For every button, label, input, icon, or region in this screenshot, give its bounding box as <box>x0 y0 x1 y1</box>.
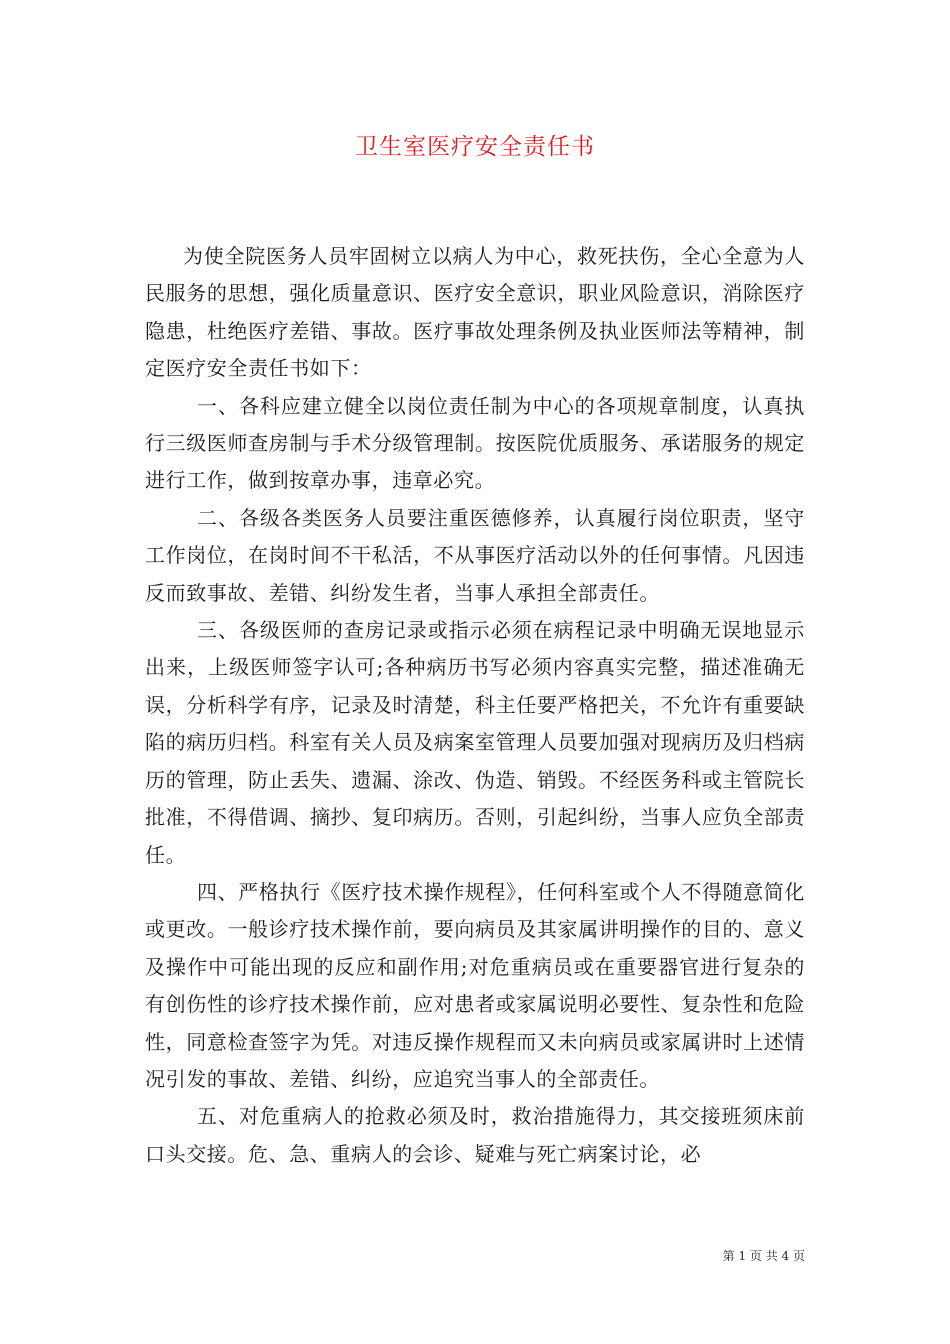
clause-paragraph-1: 一、各科应建立健全以岗位责任制为中心的各项规章制度，认真执行三级医师查房制与手术分级管理制。按医院优质服务、承诺服务的规定进行工作，做到按章办事，违章必究。 <box>145 393 805 493</box>
clause-paragraph-2: 二、各级各类医务人员要注重医德修养，认真履行岗位职责，坚守工作岗位，在岗时间不干私活，不从事医疗活动以外的任何事情。凡因违反而致事故、差错、纠纷发生者，当事人承担全部责任。 <box>145 505 805 605</box>
clause-paragraph-5: 五、对危重病人的抢救必须及时，救治措施得力，其交接班须床前口头交接。危、急、重病人的会诊、疑难与死亡病案讨论，必 <box>145 1104 805 1166</box>
clause-paragraph-3: 三、各级医师的查房记录或指示必须在病程记录中明确无误地显示出来，上级医师签字认可;各种病历书写必须内容真实完整，描述准确无误，分析科学有序，记录及时清楚，科主任要严格把关，不允许有重要缺陷的病历归档。科室有关人员及病案室管理人员要加强对现病历及归档病历的管理，防止丢失、遗漏、涂改、伪造、销毁。不经医务科或主管院长批准，不得借调、摘抄、复印病历。否则，引起纠纷，当事人应负全部责任。 <box>145 618 805 867</box>
page-number-footer: 第 1 页 共 4 页 <box>722 1249 805 1263</box>
document-title: 卫生室医疗安全责任书 <box>355 134 595 160</box>
document-body <box>145 238 805 1173</box>
intro-paragraph: 为使全院医务人员牢固树立以病人为中心，救死扶伤，全心全意为人民服务的思想，强化质量意识、医疗安全意识，职业风险意识，消除医疗隐患，杜绝医疗差错、事故。医疗事故处理条例及执业医师法等精神，制定医疗安全责任书如下： <box>145 244 805 381</box>
clause-paragraph-4: 四、严格执行《医疗技术操作规程》，任何科室或个人不得随意简化或更改。一般诊疗技术操作前，要向病员及其家属讲明操作的目的、意义及操作中可能出现的反应和副作用;对危重病员或在重要器官进行复杂的有创伤性的诊疗技术操作前，应对患者或家属说明必要性、复杂性和危险性，同意检查签字为凭。对违反操作规程而又未向病员或家属讲时上述情况引发的事故、差错、纠纷，应追究当事人的全部责任。 <box>145 879 805 1091</box>
